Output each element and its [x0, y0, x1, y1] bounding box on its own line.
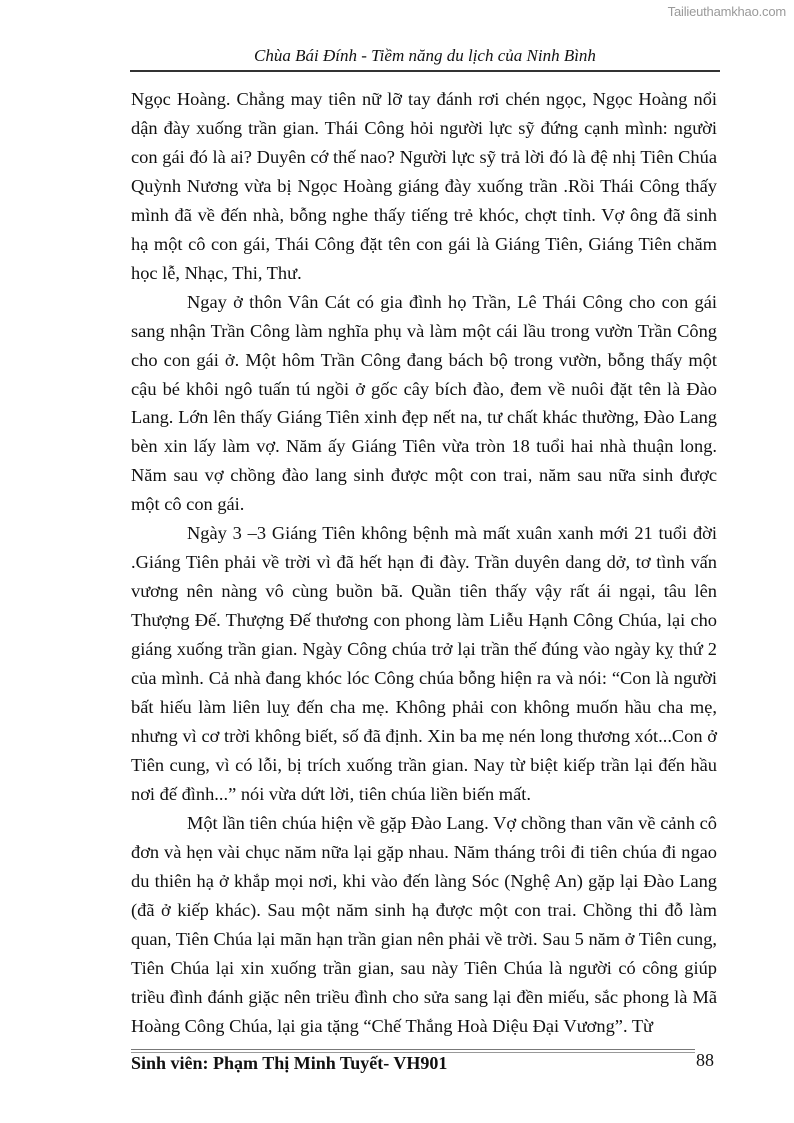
paragraph: Một lần tiên chúa hiện về gặp Đào Lang. Vợ chồng than vãn về cảnh cô đơn và hẹn vài chục năm nữa lại gặp nhau. Năm tháng trôi đi tiên chúa đi ngao du thiên hạ ở khắp mọi nơi, khi vào đến làng Sóc (Nghệ An) gặp lại Đào Lang (đã ở kiếp khác). Sau một năm sinh hạ được một con trai. Chồng thi đỗ làm quan, Tiên Chúa lại mãn hạn trần gian nên phải về trời. Sau 5 năm ở Tiên cung, Tiên Chúa lại xin xuống trần gian, sau này Tiên Chúa là người có công giúp triều đình đánh giặc nên triều đình cho sửa sang lại đền miếu, sắc phong là Mã Hoàng Công Chúa, lại gia tặng “Chế Thắng Hoà Diệu Đại Vương”. Từ — [131, 812, 717, 1036]
running-header-title: Chùa Bái Đính - Tiềm năng du lịch của Ninh Bình — [254, 46, 596, 65]
footer-author: Sinh viên: Phạm Thị Minh Tuyết- VH901 — [131, 1053, 448, 1073]
paragraph: Ngay ở thôn Vân Cát có gia đình họ Trần, Lê Thái Công cho con gái sang nhận Trần Công làm nghĩa phụ và làm một cái lầu trong vườn Trần Công cho con gái ở. Một hôm Trần Công đang bách bộ trong vườn, bỗng thấy một cậu bé khôi ngô tuấn tú ngồi ở gốc cây bích đào, đem về nuôi đặt tên là Đào Lang. Lớn lên thấy Giáng Tiên xinh đẹp nết na, tư chất khác thường, Đào Lang bèn xin lấy làm vợ. Năm ấy Giáng Tiên vừa tròn 18 tuổi hai nhà thuận long. Năm sau vợ chồng đào lang sinh được một con trai, năm sau nữa sinh được một cô con gái. — [131, 291, 717, 515]
paragraph-continued: Ngọc Hoàng. Chẳng may tiên nữ lỡ tay đánh rơi chén ngọc, Ngọc Hoàng nổi dận đày xuống trần gian. Thái Công hỏi người lực sỹ đứng cạnh mình: người con gái đó là ai? Duyên cớ thế nao? Người lực sỹ trả lời đó là đệ nhị Tiên Chúa Quỳnh Nương vừa bị Ngọc Hoàng giáng đày xuống trần .Rồi Thái Công thấy mình đã về đến nhà, bỗng nghe thấy tiếng trẻ khóc, chợt tỉnh. Vợ ông đã sinh hạ một cô con gái, Thái Công đặt tên con gái là Giáng Tiên, Giáng Tiên chăm học lễ, Nhạc, Thi, Thư. — [131, 89, 717, 283]
header-divider — [130, 70, 720, 72]
watermark: Tailieuthamkhao.com — [667, 4, 786, 19]
document-body — [131, 85, 717, 1040]
paragraph: Ngày 3 –3 Giáng Tiên không bệnh mà mất xuân xanh mới 21 tuổi đời .Giáng Tiên phải về trời vì đã hết hạn đi đày. Trần duyên dang dở, tơ tình vấn vương nên nàng vô cùng buồn bã. Quần tiên thấy vậy rất ái ngại, tâu lên Thượng Đế. Thượng Đế thương con phong làm Liễu Hạnh Công Chúa, lại cho giáng xuống trần gian. Ngày Công chúa trở lại trần thế đúng vào ngày kỵ thứ 2 của mình. Cả nhà đang khóc lóc Công chúa bỗng hiện ra và nói: “Con là người bất hiếu làm liên luỵ đến cha mẹ. Không phải con không muốn hầu cha mẹ, nhưng vì cơ trời không biết, số đã định. Xin ba mẹ nén long thương xót...Con ở Tiên cung, vì có lỗi, bị trích xuống trần gian. Nay từ biệt kiếp trần lại đến hầu nơi đế đình...” nói vừa dứt lời, tiên chúa liền biến mất. — [131, 523, 717, 804]
page-number: 88 — [696, 1050, 714, 1070]
